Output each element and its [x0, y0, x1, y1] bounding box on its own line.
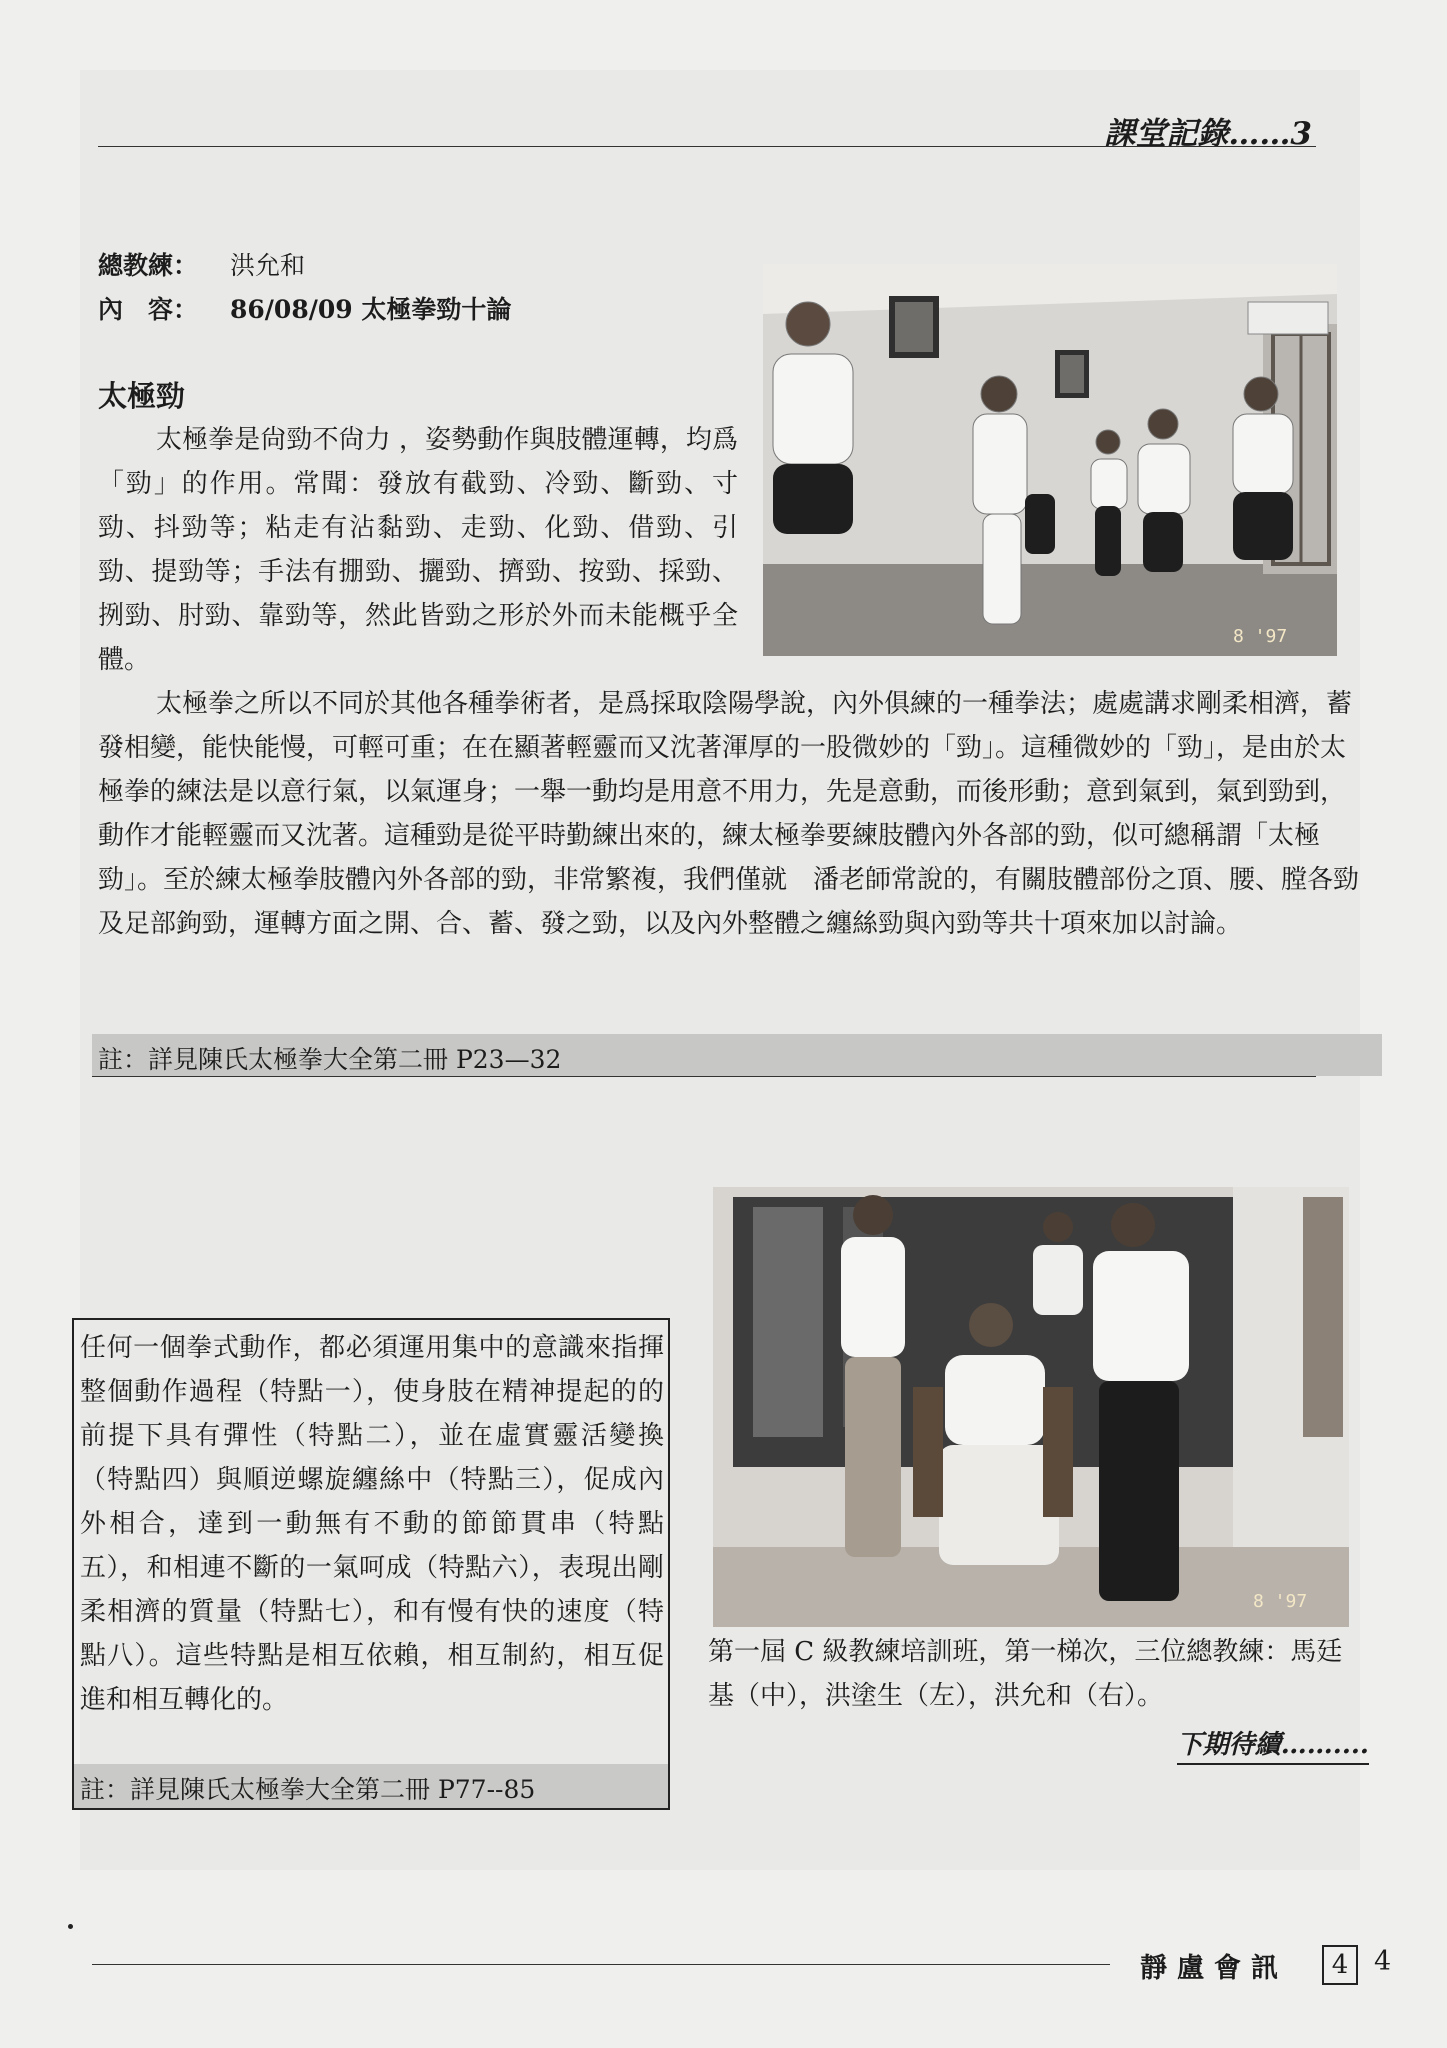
reference-note-1: 註：詳見陳氏太極拳大全第二冊 P23—32	[98, 1045, 562, 1074]
header-rule	[98, 146, 1316, 147]
newsletter-name: 靜盧會訊	[1140, 1953, 1288, 1984]
photo1-date-stamp: 8 '97	[1233, 626, 1288, 647]
content-value: 86/08/09 太極拳勁十論	[230, 295, 512, 324]
coach-value: 洪允和	[230, 251, 306, 280]
section-heading: 太極勁	[98, 379, 186, 413]
content-label: 內 容：	[98, 295, 199, 324]
page-number: 4	[1374, 1946, 1392, 1977]
note-rule	[92, 1076, 1316, 1077]
reference-note-2: 註：詳見陳氏太極拳大全第二冊 P77--85	[80, 1775, 536, 1804]
footer-rule	[92, 1964, 1110, 1965]
class-practice-photo	[763, 264, 1337, 656]
feature-box-text: 任何一個拳式動作，都必須運用集中的意識來指揮整個動作過程（特點一），使身肢在精神提起的的前提下具有彈性（特點二），並在虛實靈活變換（特點四）與順逆螺旋纏絲中（特點三），促成內外相合，達到一動無有不動的節節貫串（特點五），和相連不斷的一氣呵成（特點六），表現出剛柔相濟的質量（特點七），和有慢有快的速度（特點八）。這些特點是相互依賴，相互制約，相互促進和相互轉化的。	[80, 1333, 664, 1715]
photo2-date-stamp: 8 '97	[1253, 1591, 1308, 1612]
header-title: 課堂記錄……3	[1104, 116, 1312, 152]
paragraph-intro: 太極拳是尙勁不尙力 ，姿勢動作與肢體運轉，均爲「勁」的作用。常聞：發放有截勁、冷勁、斷勁、寸勁、抖勁等；粘走有沾黏勁、走勁、化勁、借勁、引勁、提勁等；手法有掤勁、攦勁、擠勁、按勁、採勁、挒勁、肘勁、靠勁等，然此皆勁之形於外而未能概乎全體。	[98, 425, 738, 675]
coaches-photo	[713, 1187, 1349, 1627]
paragraph-main: 太極拳之所以不同於其他各種拳術者，是爲採取陰陽學說，內外俱練的一種拳法；處處講求剛柔相濟，蓄發相變，能快能慢，可輕可重；在在顯著輕靈而又沈著渾厚的一股微妙的「勁」。這種微妙的「勁」，是由於太極拳的練法是以意行氣，以氣運身；一舉一動均是用意不用力，先是意動，而後形動；意到氣到，氣到勁到，動作才能輕靈而又沈著。這種勁是從平時勤練出來的，練太極拳要練肢體內外各部的勁，似可總稱謂「太極勁」。至於練太極拳肢體內外各部的勁，非常繁複，我們僅就 潘老師常說的，有關肢體部份之頂、腰、膛各勁及足部鉤勁，運轉方面之開、合、蓄、發之勁，以及內外整體之纏絲勁與內勁等共十項來加以討論。	[98, 689, 1360, 939]
to-be-continued: 下期待續……....	[1177, 1724, 1369, 1765]
coach-row	[98, 246, 305, 282]
content-row	[98, 290, 511, 326]
coach-label: 總教練：	[98, 251, 199, 280]
page-speck	[68, 1924, 73, 1929]
photo-caption: 第一屆 C 級教練培訓班，第一梯次，三位總教練：馬廷基（中），洪塗生（左），洪允和（右）。	[708, 1637, 1343, 1711]
issue-number-box: 4	[1322, 1945, 1358, 1985]
